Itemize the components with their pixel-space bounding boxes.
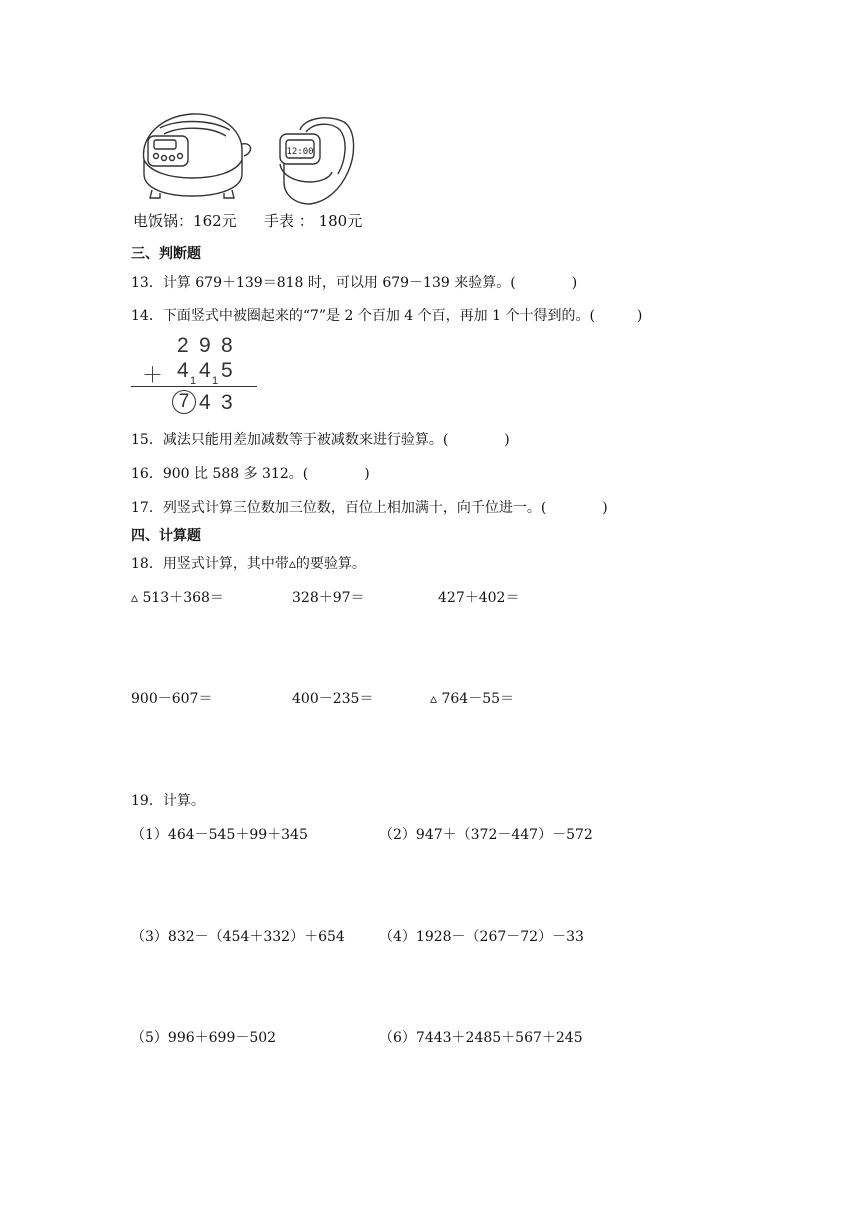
rice-cooker-name: 电饭锅 [133, 212, 179, 230]
rice-cooker-caption [133, 210, 237, 231]
wristwatch-icon [270, 112, 360, 208]
section4-title: 四、计算题 [131, 528, 201, 544]
question-18 [131, 553, 366, 573]
rice-cooker-icon [130, 108, 255, 204]
question-15 [131, 429, 510, 449]
rice-cooker-sep: ： [178, 212, 194, 230]
question-16-text: 16．900 比 588 多 312。( [131, 466, 309, 482]
top-digit: 9 [199, 334, 211, 357]
question-14-text: 14．下面竖式中被圈起来的“7”是 2 个百加 4 个百，再加 1 个十得到的。( [131, 308, 595, 324]
watch-caption [264, 210, 362, 231]
calc-item: 900－607＝ [131, 691, 213, 707]
section3-title: 三、判断题 [131, 246, 201, 262]
question-13-text: 13．计算 679＋139＝818 时，可以用 679－139 来验算。( [131, 275, 516, 291]
question-18-text: 18．用竖式计算，其中带 [131, 556, 289, 572]
result-digit: 4 [199, 391, 211, 414]
question-14 [131, 305, 642, 325]
question-18-text-end: 的要验算。 [295, 556, 366, 572]
question-14-close: ) [636, 308, 643, 324]
question-16-close: ) [364, 466, 370, 482]
watch-name: 手表 [264, 212, 295, 230]
question-19: 19．计算。 [131, 793, 205, 809]
expression-item: （2）947＋（372－447）－572 [379, 827, 593, 843]
watch-display: 12:00 [286, 147, 314, 157]
carry-digit: 1 [190, 375, 197, 387]
rice-cooker-price: 162元 [193, 212, 237, 230]
bottom-digit: 4 [177, 359, 189, 382]
expression-item: （1）464－545＋99＋345 [131, 827, 308, 843]
calc-item: ▵ 764－55＝ [430, 691, 515, 707]
circled-digit: 7 [172, 390, 196, 414]
question-13-close: ) [571, 275, 578, 291]
bottom-digit: 5 [221, 359, 233, 382]
question-13 [131, 272, 577, 292]
expression-item: （4）1928－（267－72）－33 [379, 929, 584, 945]
calc-item: ▵ 513＋368＝ [131, 590, 224, 606]
sum-line [131, 386, 257, 387]
question-17 [131, 497, 608, 517]
expression-item: （6）7443＋2485＋567＋245 [379, 1030, 583, 1046]
watch-sep: ： [298, 212, 314, 230]
calc-item: 328＋97＝ [292, 590, 365, 606]
plus-sign: ＋ [142, 364, 163, 387]
calc-item: 427＋402＝ [438, 590, 520, 606]
bottom-digit: 4 [199, 359, 211, 382]
triangle-icon: ▵ [288, 556, 296, 572]
vertical-addition [128, 334, 260, 416]
question-16 [131, 463, 370, 483]
question-15-close: ) [504, 432, 510, 448]
top-digit: 8 [221, 334, 233, 357]
expression-item: （5）996＋699－502 [131, 1030, 277, 1046]
carry-digit: 1 [212, 375, 219, 387]
expression-item: （3）832－（454＋332）＋654 [131, 929, 345, 945]
top-digit: 2 [177, 334, 189, 357]
question-17-text: 17．列竖式计算三位数加三位数，百位上相加满十，向千位进一。( [131, 500, 547, 516]
calc-item: 400－235＝ [292, 691, 374, 707]
watch-price: 180元 [318, 212, 363, 230]
question-17-close: ) [602, 500, 608, 516]
result-digit: 3 [221, 391, 233, 414]
question-15-text: 15．减法只能用差加减数等于被减数来进行验算。( [131, 432, 449, 448]
